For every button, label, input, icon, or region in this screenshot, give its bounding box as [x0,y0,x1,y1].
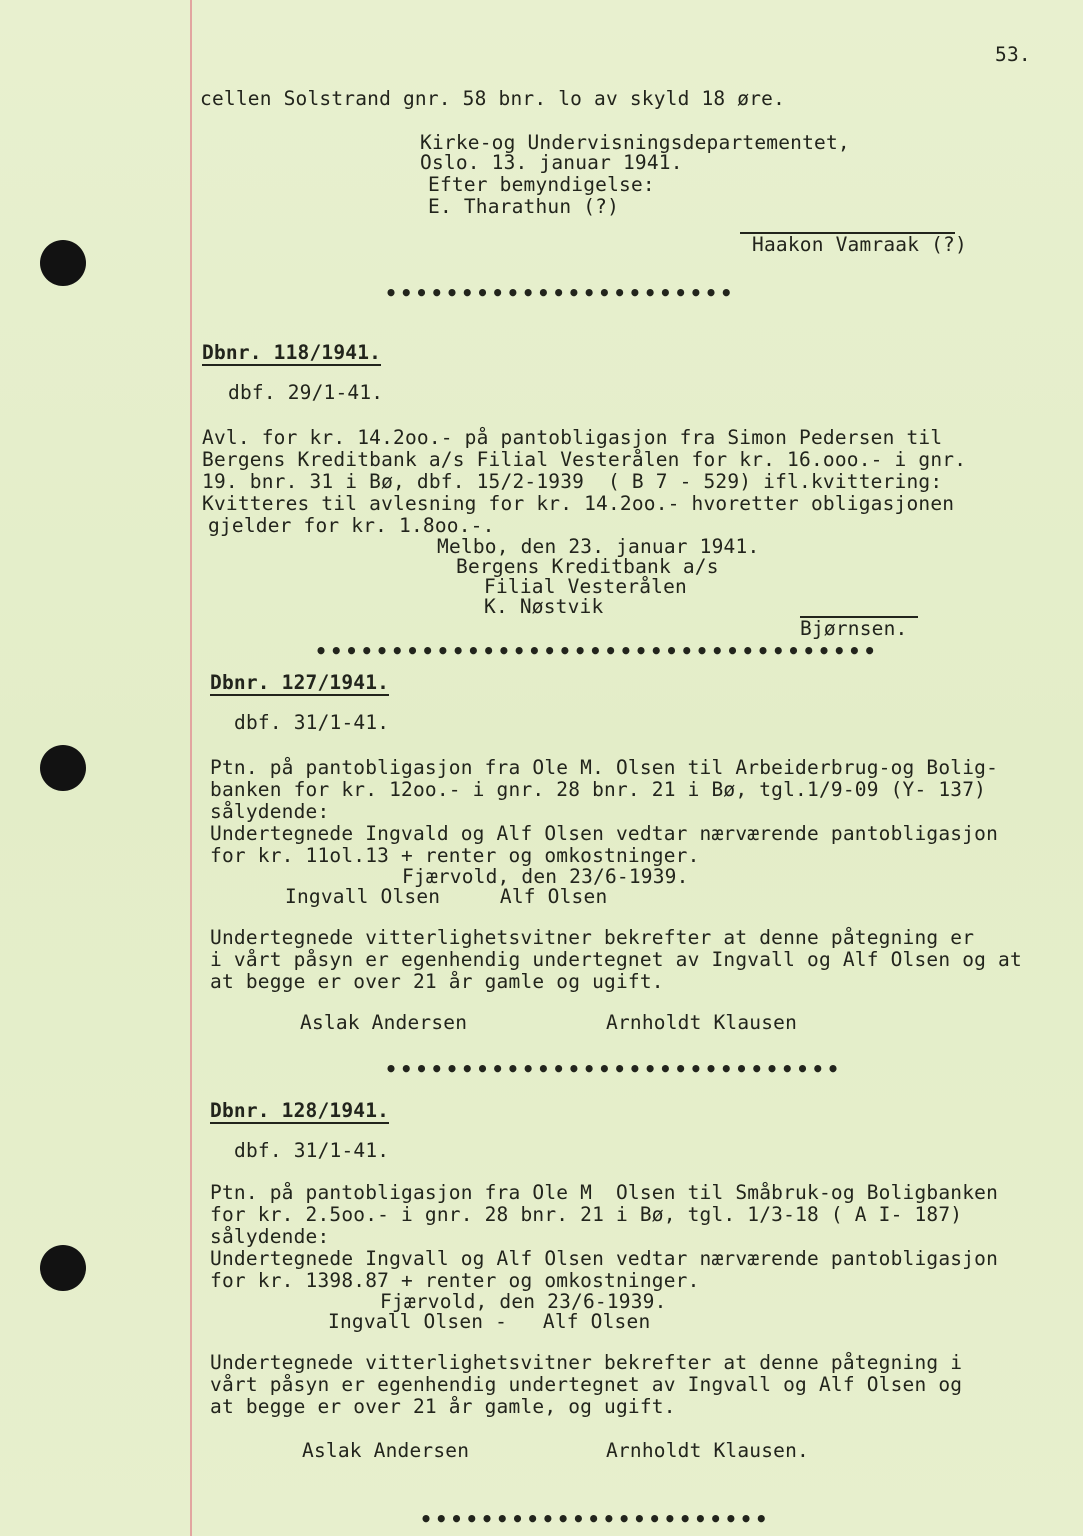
text-line: Oslo. 13. januar 1941. [420,151,683,174]
signature-line: K. Nøstvik [484,595,604,618]
text-line: at begge er over 21 år gamle, og ugift. [210,1395,676,1418]
text-line: banken for kr. 12oo.- i gnr. 28 bnr. 21 i Bø, tgl.1/9-09 (Y- 137) [210,778,987,801]
punch-hole-icon [40,240,86,286]
separator-dots: ••••••••••••••••••••••• [420,1507,771,1531]
signature-line: Aslak Andersen [302,1439,470,1462]
signature-line: Arnholdt Klausen [606,1011,798,1034]
text-line: sålydende: [210,1225,330,1248]
text-line: Bergens Kreditbank a/s Filial Vesterålen for kr. 16.ooo.- i gnr. [202,448,967,471]
text-line: Avl. for kr. 14.2oo.- på pantobligasjon fra Simon Pedersen til [202,426,943,449]
text-line: for kr. 11ol.13 + renter og omkostninger. [210,844,700,867]
separator-dots: •••••••••••••••••••••••••••••• [385,1057,843,1081]
page-number: 53. [995,43,1031,66]
signature-line: Aslak Andersen [300,1011,468,1034]
text-line: Ptn. på pantobligasjon fra Ole M. Olsen til Arbeiderbrug-og Bolig- [210,756,999,779]
text-line: Efter bemyndigelse: [428,173,655,196]
text-line: Fjærvold, den 23/6-1939. [402,865,689,888]
entry-heading: Dbnr. 127/1941. [210,671,390,694]
entry-heading: Dbnr. 118/1941. [202,341,382,364]
text-line: i vårt påsyn er egenhendig undertegnet av Ingvall og Alf Olsen og at [210,948,1022,971]
punch-hole-icon [40,1245,86,1291]
text-line: cellen Solstrand gnr. 58 bnr. lo av skyld 18 øre. [200,87,786,110]
text-line: Bergens Kreditbank a/s [456,555,719,578]
text-line: Kvitteres til avlesning for kr. 14.2oo.- hvoretter obligasjonen [202,492,955,515]
text-line: dbf. 31/1-41. [234,1139,390,1162]
text-line: Kirke-og Undervisningsdepartementet, [420,131,850,154]
signature-line: E. Tharathun (?) [428,195,620,218]
text-line: Fjærvold, den 23/6-1939. [380,1290,667,1313]
text-line: dbf. 31/1-41. [234,711,390,734]
text-line: for kr. 2.5oo.- i gnr. 28 bnr. 21 i Bø, tgl. 1/3-18 ( A I- 187) [210,1203,963,1226]
separator-dots: ••••••••••••••••••••••••••••••••••••• [315,639,879,663]
signature-line: Ingvall Olsen - Alf Olsen [328,1310,651,1333]
signature-line: Ingvall Olsen Alf Olsen [285,885,608,908]
entry-heading: Dbnr. 128/1941. [210,1099,390,1122]
text-line: Undertegnede vitterlighetsvitner bekrefter at denne påtegning i [210,1351,963,1374]
text-line: Filial Vesterålen [484,575,687,598]
text-line: Undertegnede Ingvald og Alf Olsen vedtar nærværende pantobligasjon [210,822,999,845]
signature-line: Haakon Vamraak (?) [752,233,967,256]
text-line: at begge er over 21 år gamle og ugift. [210,970,664,993]
text-line: sålydende: [210,800,330,823]
text-line: dbf. 29/1-41. [228,381,384,404]
text-line: Undertegnede Ingvall og Alf Olsen vedtar nærværende pantobligasjon [210,1247,999,1270]
separator-dots: ••••••••••••••••••••••• [385,281,736,305]
text-line: Ptn. på pantobligasjon fra Ole M Olsen til Småbruk-og Boligbanken [210,1181,999,1204]
text-line: Melbo, den 23. januar 1941. [437,535,760,558]
text-line: gjelder for kr. 1.8oo.-. [208,514,495,537]
punch-hole-icon [40,745,86,791]
text-line: Undertegnede vitterlighetsvitner bekrefter at denne påtegning er [210,926,975,949]
margin-line [190,0,192,1536]
signature-line: Bjørnsen. [800,617,908,640]
text-line: 19. bnr. 31 i Bø, dbf. 15/2-1939 ( B 7 - 529) ifl.kvittering: [202,470,943,493]
text-line: vårt påsyn er egenhendig undertegnet av Ingvall og Alf Olsen og [210,1373,963,1396]
signature-line: Arnholdt Klausen. [606,1439,809,1462]
text-line: for kr. 1398.87 + renter og omkostninger. [210,1269,700,1292]
